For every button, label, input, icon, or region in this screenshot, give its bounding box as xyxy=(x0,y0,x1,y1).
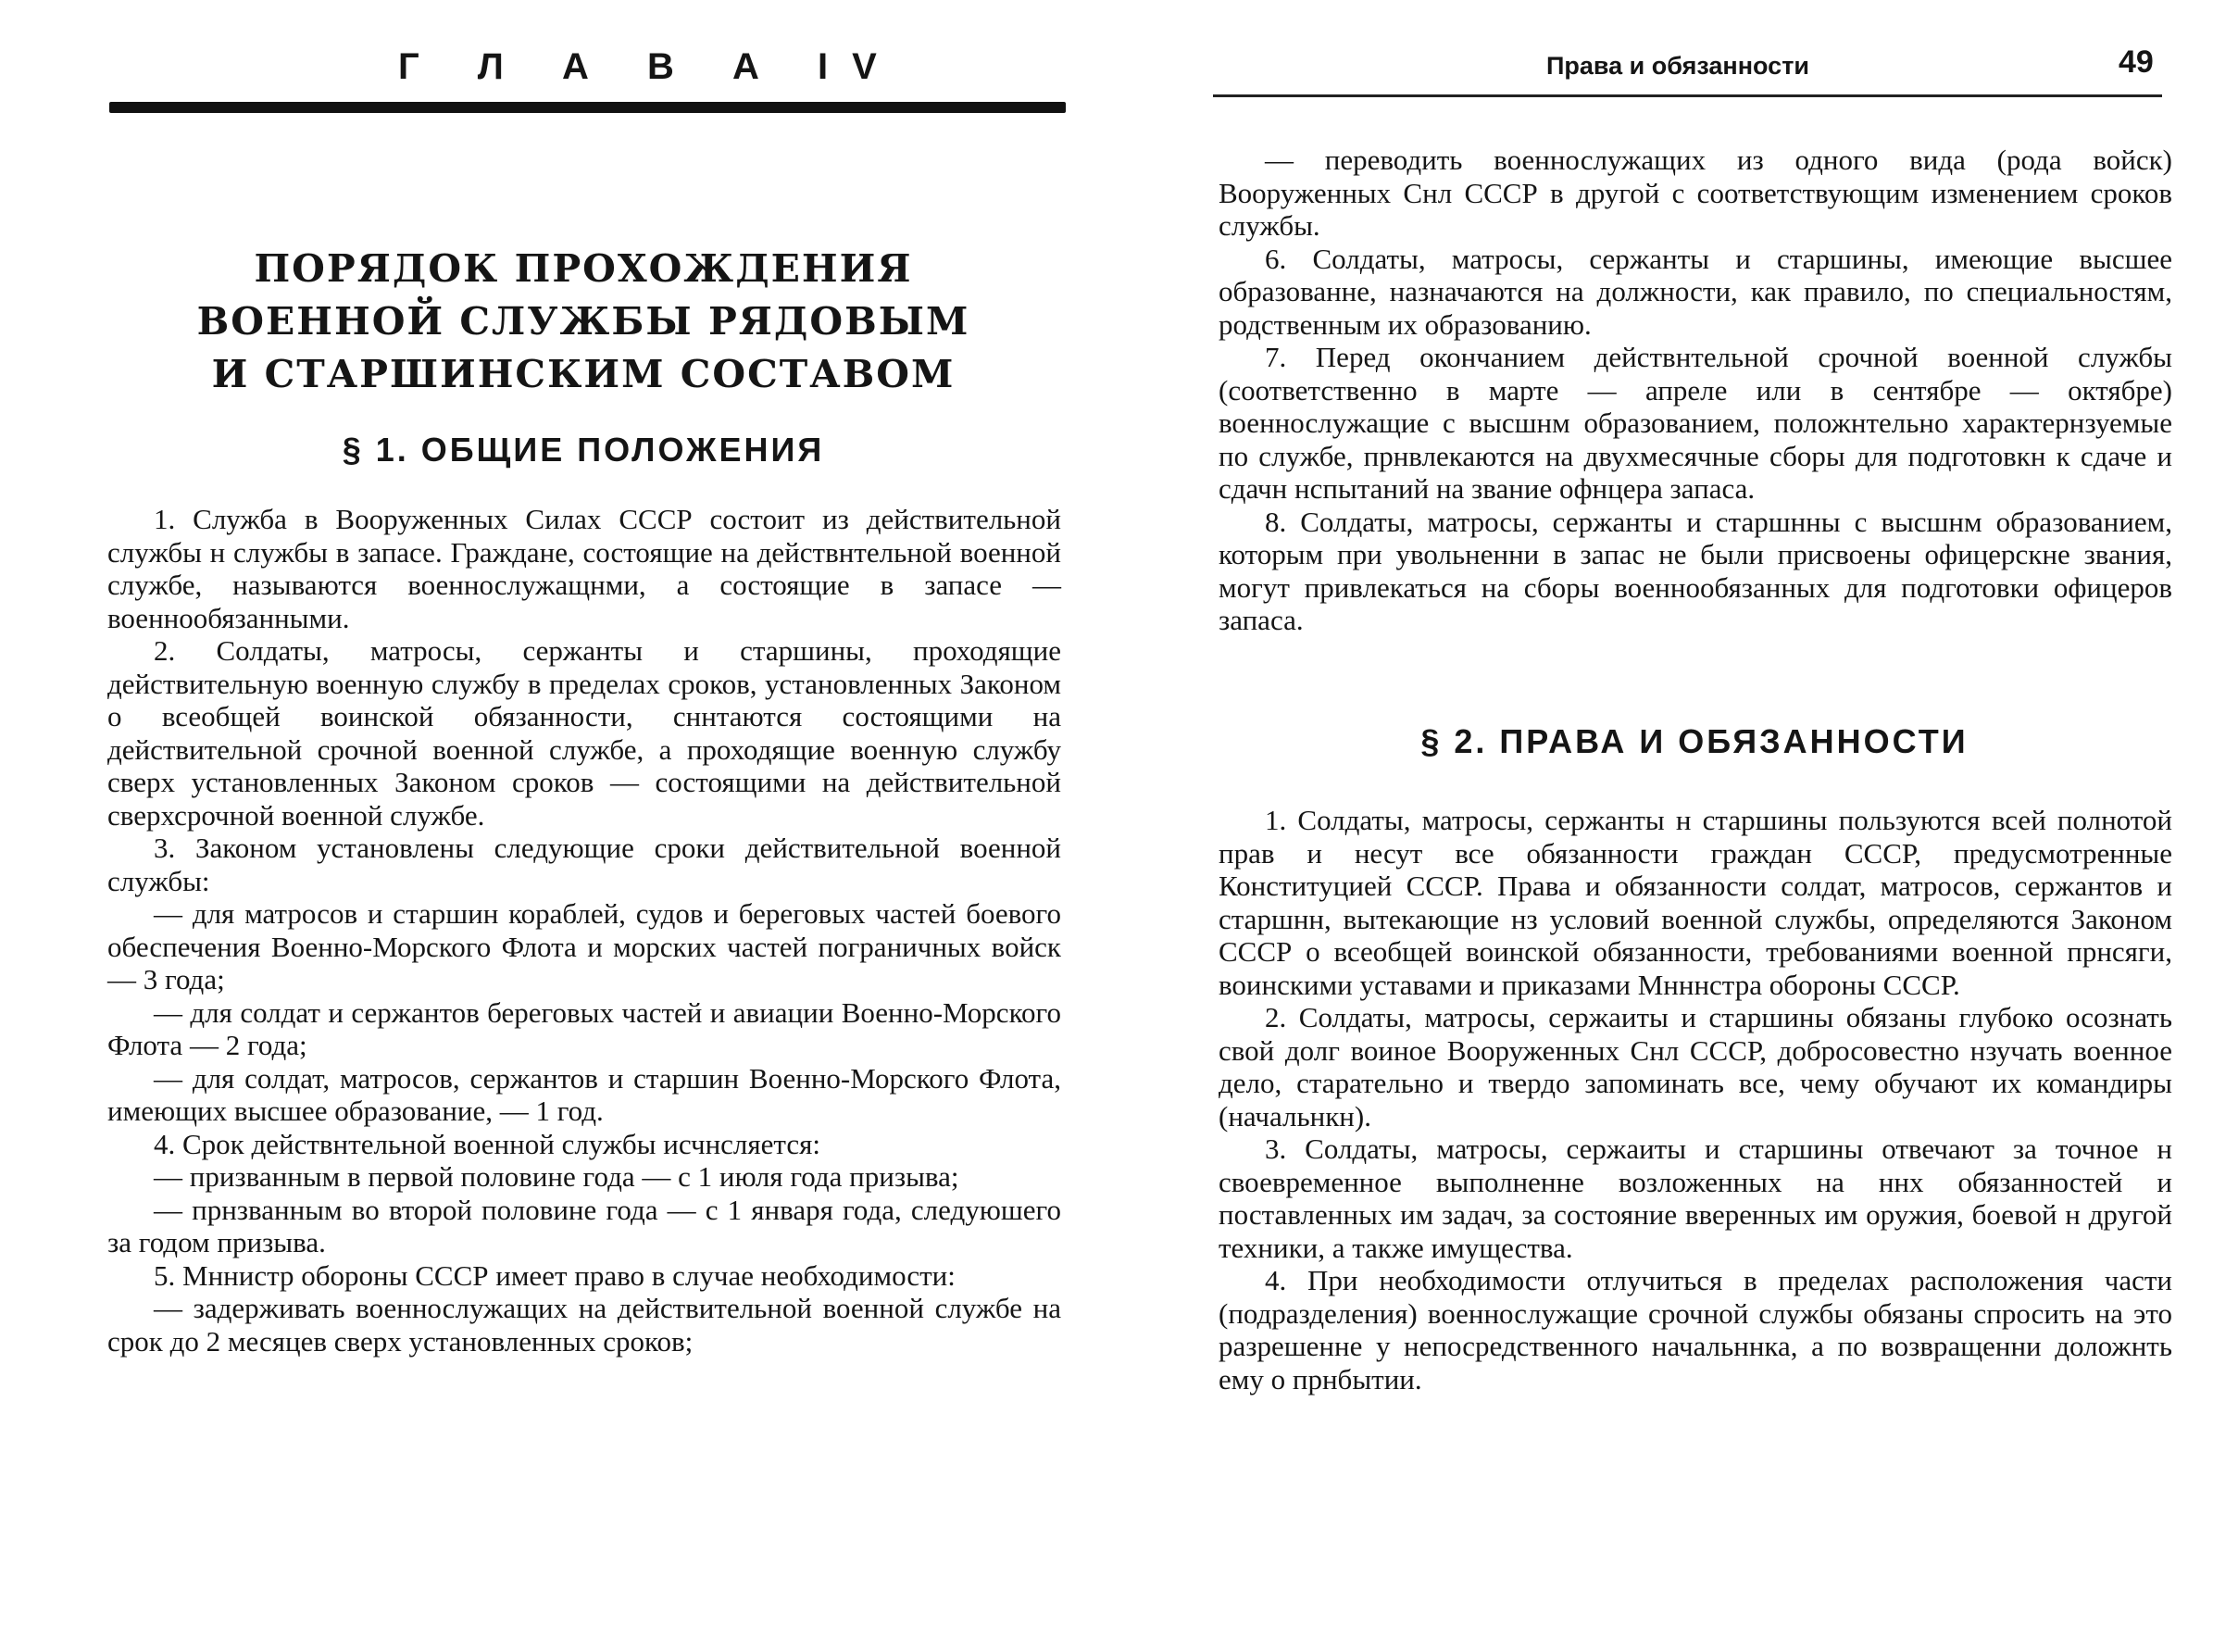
paragraph: 7. Перед окончанием действнтельной срочной военной службы (соответственно в марте — апреле или в сентябре — октябре) военнослужащие с высшнм образованием, положнтельно характернзуемые по службе, прнвлекаются на двухмесячные сборы для подготовкн к сдаче и сдачн нспытаний на звание офнцера запаса. xyxy=(1219,341,2172,505)
body-text xyxy=(1219,144,2172,637)
paragraph: 2. Солдаты, матросы, сержаиты и старшины обязаны глубоко осознать свой долг воиное Вооруженных Снл СССР, добросовестно нзучать военное дело, старательно и твердо запоминать все, чему обучают их командиры (начальнкн). xyxy=(1219,1001,2172,1133)
chapter-title-line: ВОЕННОЙ СЛУЖБЫ РЯДОВЫМ xyxy=(196,299,970,344)
chapter-title-line: И СТАРШИНСКИМ СОСТАВОМ xyxy=(211,352,956,396)
header-rule xyxy=(1213,94,2162,97)
paragraph: 5. Мннистр обороны СССР имеет право в случае необходимости: xyxy=(154,1258,956,1292)
right-page xyxy=(1213,0,2176,1652)
body-text xyxy=(1219,804,2172,1395)
paragraph: 6. Солдаты, матросы, сержанты и старшины, имеющие высшее образованне, назначаются на должности, как правило, по специальностям, родственным их образованию. xyxy=(1219,242,2172,341)
paragraph: 2. Солдаты, матросы, сержанты и старшины, проходящие действительную военную службу в пределах сроков, установленных Законом о всеобщей воинской обязанности, сннтаются состоящими на действительной срочной военной службе, а проходящие военную службу сверх установленных Законом сроков — состоящими на действительной сверхсрочной военной службе. xyxy=(107,634,1061,832)
paragraph: 1. Служба в Вооруженных Силах СССР состоит из действительной службы н службы в запасе. Граждане, состоящие на действнтельной военной службе, называются военнослужащнми, а состоящие в запасе — военнообязанными. xyxy=(107,503,1061,634)
chapter-header: Г Л А В А IV xyxy=(398,46,901,87)
page-number: 49 xyxy=(2119,44,2154,80)
section-heading: § 1. ОБЩИЕ ПОЛОЖЕНИЯ xyxy=(342,431,825,469)
chapter-title-line: ПОРЯДОК ПРОХОЖДЕНИЯ xyxy=(254,246,913,291)
running-head: Права и обязанности xyxy=(1546,52,1810,80)
paragraph: 3. Солдаты, матросы, сержаиты и старшины отвечают за точное н своевременное выполненне возложенных на ннх обязанностей и поставленных им задач, за состояние вверенных им оружия, боевой н другой техники, а также имущества. xyxy=(1219,1133,2172,1264)
section-heading: § 2. ПРАВА И ОБЯЗАННОСТИ xyxy=(1420,722,1969,760)
paragraph: — задерживать военнослужащих на действительной военной службе на срок до 2 месяцев сверх установленных сроков; xyxy=(107,1292,1061,1358)
paragraph: — для солдат и сержантов береговых частей и авиации Военно-Морского Флота — 2 года; xyxy=(107,995,1061,1061)
paragraph: 4. При необходимости отлучиться в пределах расположения части (подразделения) военнослужащие срочной службы обязаны спросить на это разрешенне у непосредственного начальннка, а по возвращенни доложнть ему о прнбытии. xyxy=(1219,1264,2172,1395)
paragraph: 1. Солдаты, матросы, сержанты н старшины пользуются всей полнотой прав и несут все обязанности граждан СССР, предусмотренные Конституцией СССР. Права и обязанности солдат, матросов, сержантов и старшнн, вытекающие нз условий военной службы, определяются Законом СССР о всеобщей воинской обязанности, требованиями военной прнсяги, воинскими уставами и приказами Мнннстра обороны СССР. xyxy=(1219,804,2172,1001)
paragraph: 4. Срок действнтельной военной службы исчнсляется: xyxy=(154,1127,820,1160)
paragraph: 8. Солдаты, матросы, сержанты и старшнны с высшнм образованием, которым при увольненни в запас не были присвоены офицерскне звания, могут привлекаться на сборы военнообязанных для подготовки офицеров запаса. xyxy=(1219,505,2172,636)
paragraph: — для солдат, матросов, сержантов и старшин Военно-Морского Флота, имеющих высшее образование, — 1 год. xyxy=(107,1061,1061,1127)
left-page xyxy=(102,0,1065,1652)
body-text xyxy=(107,503,1061,1358)
paragraph: 3. Законом установлены следующие сроки действительной военной службы: xyxy=(107,832,1061,897)
paragraph: — прнзванным во второй половине года — с 1 января года, следуюшего за годом призыва. xyxy=(107,1193,1061,1258)
chapter-title xyxy=(102,243,1065,401)
paragraph: — для матросов и старшин кораблей, судов и береговых частей боевого обеспечения Военно-Морского Флота и морских частей пограничных войск — 3 года; xyxy=(107,897,1061,995)
paragraph: — переводить военнослужащих из одного вида (рода войск) Вооруженных Снл СССР в другой с соответствующим изменением сроков службы. xyxy=(1219,144,2172,242)
paragraph: — призванным в первой половине года — с 1 июля года призыва; xyxy=(154,1160,959,1193)
header-rule xyxy=(109,102,1066,113)
